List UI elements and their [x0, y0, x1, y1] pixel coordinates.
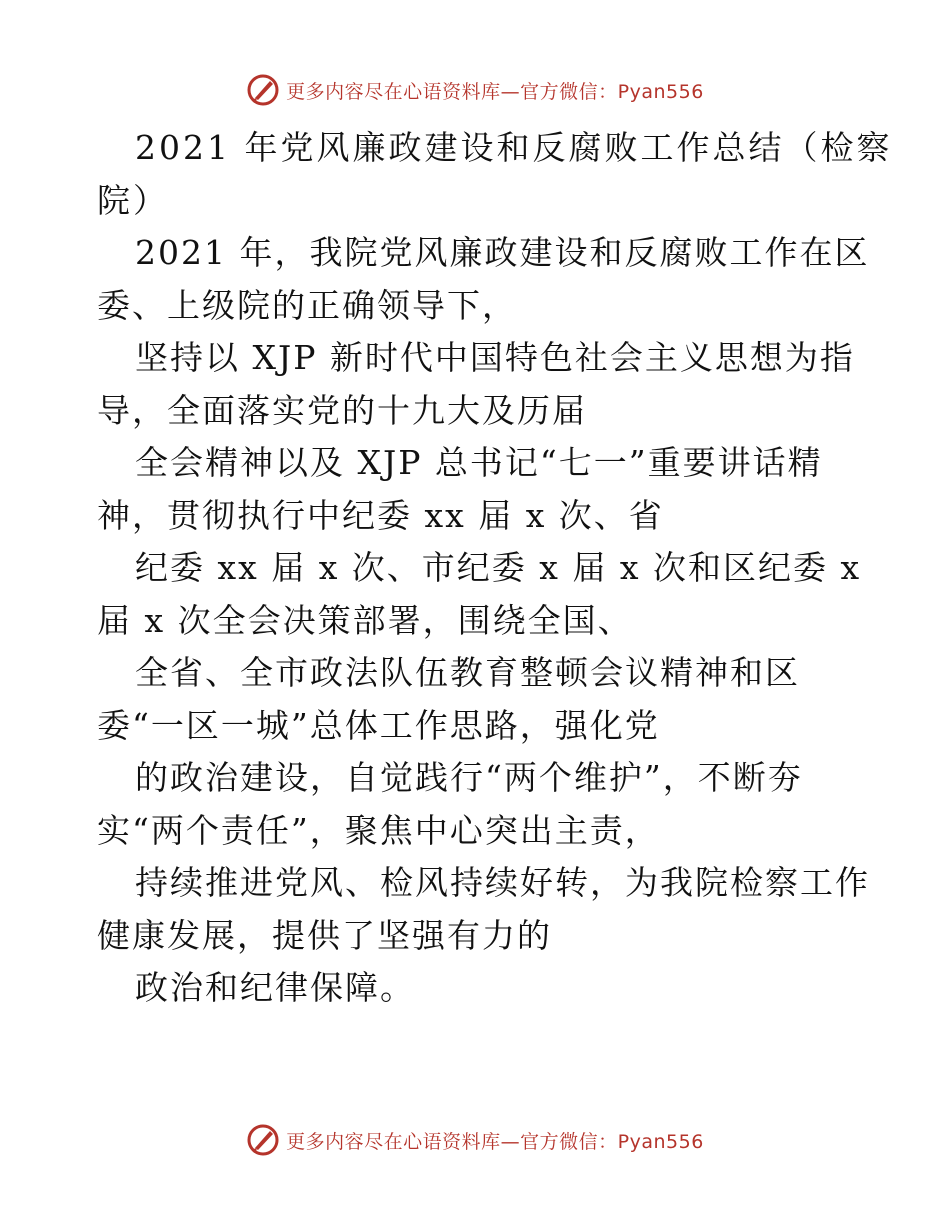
document-title-line-1: 2021 年党风廉政建设和反腐败工作总结（检察	[135, 128, 893, 167]
paragraph-line: 的政治建设，自觉践行“两个维护”，不断夯	[135, 758, 803, 797]
footer-watermark	[0, 1120, 950, 1160]
paragraph-line: 全省、全市政法队伍教育整顿会议精神和区	[135, 653, 800, 692]
quill-pen-logo-icon	[246, 73, 280, 107]
paragraph-line: 神，贯彻执行中纪委 xx 届 x 次、省	[97, 495, 664, 535]
paragraph-line: 届 x 次全会决策部署，围绕全国、	[97, 600, 633, 640]
paragraph-line: 坚持以 XJP 新时代中国特色社会主义思想为指	[135, 338, 855, 377]
header-watermark	[0, 70, 950, 110]
paragraph-line: 持续推进党风、检风持续好转，为我院检察工作	[135, 863, 870, 902]
document-body	[97, 122, 893, 1015]
paragraph-line: 导，全面落实党的十九大及历届	[97, 390, 587, 430]
paragraph-line: 实“两个责任”，聚焦中心突出主责，	[97, 810, 660, 850]
paragraph-line: 全会精神以及 XJP 总书记“七一”重要讲话精	[135, 443, 823, 482]
paragraph-line: 委、上级院的正确领导下，	[97, 285, 517, 325]
paragraph-line: 2021 年，我院党风廉政建设和反腐败工作在区	[135, 233, 870, 272]
quill-pen-logo-icon	[246, 1123, 280, 1157]
paragraph-line: 纪委 xx 届 x 次、市纪委 x 届 x 次和区纪委 x	[135, 548, 862, 587]
paragraph-line: 健康发展，提供了坚强有力的	[97, 915, 552, 955]
paragraph-line: 委“一区一城”总体工作思路，强化党	[97, 705, 660, 745]
document-title-line-2: 院）	[97, 180, 169, 220]
paragraph-line: 政治和纪律保障。	[135, 968, 415, 1007]
watermark-text: 更多内容尽在心语资料库—官方微信：Pyan556	[286, 80, 704, 103]
watermark-text: 更多内容尽在心语资料库—官方微信：Pyan556	[286, 1130, 704, 1153]
